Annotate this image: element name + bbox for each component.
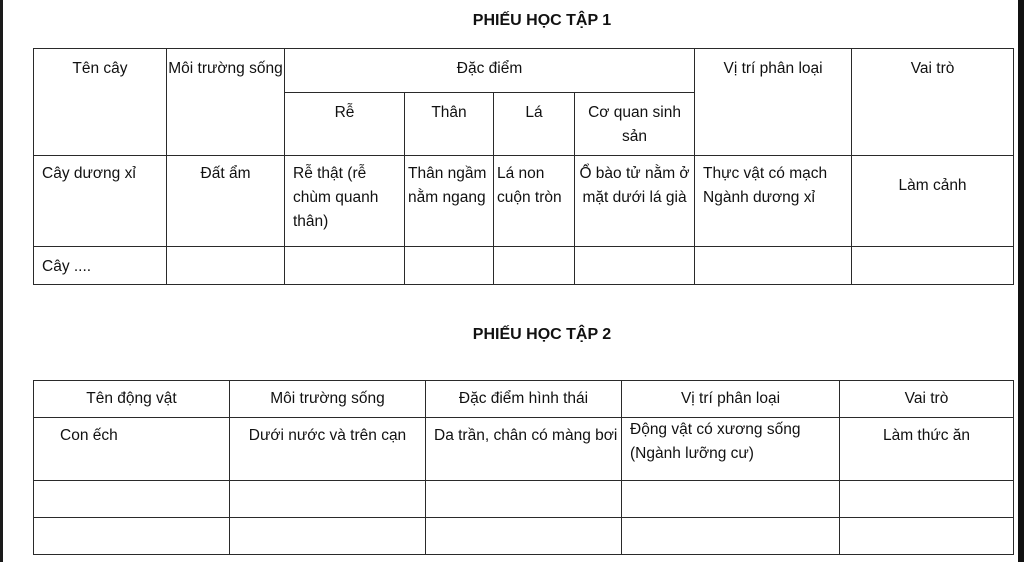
sheet2-row-con-ech: [34, 418, 1014, 481]
empty-cell: [494, 247, 575, 285]
empty-cell: [426, 481, 622, 518]
cell-vi-tri-2: Động vật có xương sống (Ngành lưỡng cư): [622, 418, 840, 481]
empty-cell: [852, 247, 1014, 285]
cell-co-quan: Ổ bào tử nằm ở mặt dưới lá già: [575, 156, 695, 247]
cell-vai-tro-2: Làm thức ăn: [840, 418, 1014, 481]
cell-dac-diem-hinh-thai: Da trần, chân có màng bơi: [426, 418, 622, 481]
header-vi-tri-2: Vị trí phân loại: [622, 381, 840, 418]
header-than: Thân: [405, 93, 494, 156]
sheet2-row-empty: [34, 518, 1014, 555]
empty-cell: [34, 481, 230, 518]
cell-re: Rễ thật (rễ chùm quanh thân): [285, 156, 405, 247]
right-edge-bar: [1018, 0, 1024, 562]
empty-cell: [840, 481, 1014, 518]
empty-cell: [230, 481, 426, 518]
cell-ten-cay: Cây dương xỉ: [34, 156, 167, 247]
sheet1-header-row: [34, 49, 1014, 93]
empty-cell: [622, 518, 840, 555]
header-la: Lá: [494, 93, 575, 156]
empty-cell: [840, 518, 1014, 555]
empty-cell: [230, 518, 426, 555]
cell-la: Lá non cuộn tròn: [494, 156, 575, 247]
empty-cell: [575, 247, 695, 285]
empty-cell: [695, 247, 852, 285]
empty-cell: [167, 247, 285, 285]
cell-moi-truong: Đất ẩm: [167, 156, 285, 247]
empty-cell: [405, 247, 494, 285]
header-re: Rễ: [285, 93, 405, 156]
header-vai-tro: Vai trò: [852, 49, 1014, 156]
header-vi-tri: Vị trí phân loại: [695, 49, 852, 156]
empty-cell: [622, 481, 840, 518]
cell-ten-dong-vat: Con ếch: [34, 418, 230, 481]
sheet1-row-empty: [34, 247, 1014, 285]
cell-cay-placeholder: Cây ....: [34, 247, 167, 285]
cell-than: Thân ngầm nằm ngang: [405, 156, 494, 247]
sheet1-row-duong-xi: [34, 156, 1014, 247]
header-moi-truong: Môi trường sống: [167, 49, 285, 156]
left-edge-bar: [0, 0, 3, 562]
cell-moi-truong-2: Dưới nước và trên cạn: [230, 418, 426, 481]
cell-vai-tro: Làm cảnh: [852, 156, 1014, 247]
sheet1-title: PHIẾU HỌC TẬP 1: [472, 12, 612, 29]
sheet2-title: PHIẾU HỌC TẬP 2: [472, 326, 612, 343]
empty-cell: [426, 518, 622, 555]
sheet1-table: [33, 48, 1014, 285]
empty-cell: [285, 247, 405, 285]
header-dac-diem: Đặc điểm: [285, 49, 695, 93]
header-ten-cay: Tên cây: [34, 49, 167, 156]
header-dac-diem-hinh-thai: Đặc điểm hình thái: [426, 381, 622, 418]
header-vai-tro-2: Vai trò: [840, 381, 1014, 418]
header-co-quan: Cơ quan sinh sản: [575, 93, 695, 156]
empty-cell: [34, 518, 230, 555]
sheet2-header-row: [34, 381, 1014, 418]
cell-vi-tri: Thực vật có mạch Ngành dương xỉ: [695, 156, 852, 247]
sheet2-table: [33, 380, 1014, 555]
header-moi-truong-2: Môi trường sống: [230, 381, 426, 418]
sheet2-row-empty: [34, 481, 1014, 518]
header-ten-dong-vat: Tên động vật: [34, 381, 230, 418]
